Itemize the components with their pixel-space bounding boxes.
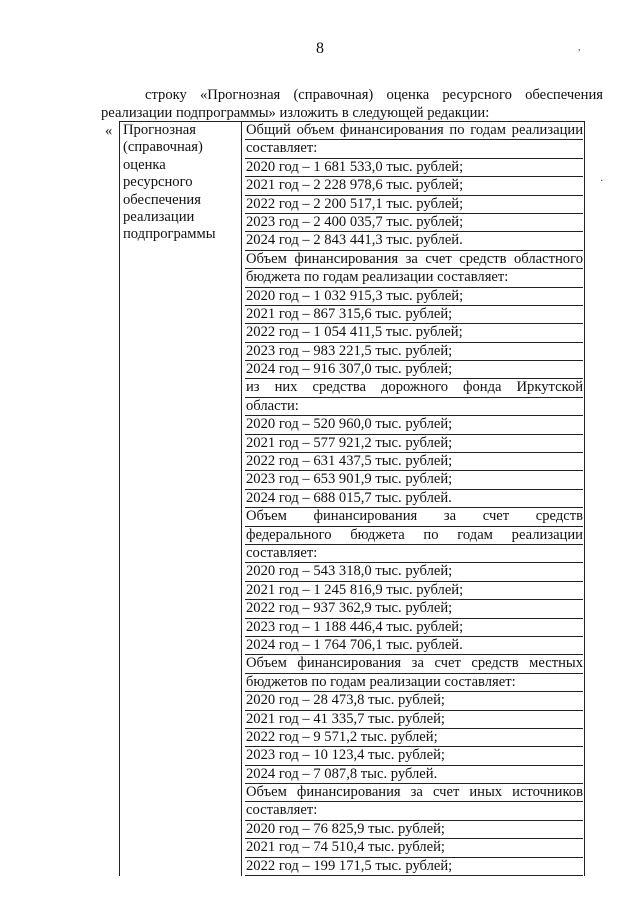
- page-number: 8: [316, 40, 324, 57]
- label-line: Прогнозная: [123, 122, 196, 138]
- content-line: 2023 год – 10 123,4 тыс. рублей;: [245, 747, 583, 765]
- content-line: Объем финансирования за счет средств местных: [245, 655, 583, 673]
- label-line: (справочная): [123, 139, 203, 156]
- content-line: 2022 год – 199 171,5 тыс. рублей;: [245, 858, 583, 876]
- content-line: 2022 год – 9 571,2 тыс. рублей;: [245, 729, 583, 747]
- passport-table: [119, 121, 585, 876]
- label-line: реализации: [123, 209, 195, 226]
- content-line: 2024 год – 2 843 441,3 тыс. рублей.: [245, 232, 583, 250]
- table-row: [120, 122, 585, 877]
- content-line: Объем финансирования за счет средств областного: [245, 251, 583, 269]
- intro-line-1: строку «Прогнозная (справочная) оценка ресурсного обеспечения: [145, 87, 603, 103]
- intro-line-2: реализации подпрограммы» изложить в следующей редакции:: [101, 105, 490, 121]
- content-line: 2022 год – 2 200 517,1 тыс. рублей;: [245, 196, 583, 214]
- content-line: 2020 год – 28 473,8 тыс. рублей;: [245, 692, 583, 710]
- content-line: 2020 год – 543 318,0 тыс. рублей;: [245, 563, 583, 581]
- opening-quote-mark: «: [105, 123, 113, 139]
- label-line: подпрограммы: [123, 226, 216, 243]
- content-cell: [242, 122, 585, 877]
- content-line: 2024 год – 688 015,7 тыс. рублей.: [245, 490, 583, 508]
- content-line: 2021 год – 1 245 816,9 тыс. рублей;: [245, 582, 583, 600]
- label-line: оценка: [123, 156, 166, 173]
- content-line: 2023 год – 1 188 446,4 тыс. рублей;: [245, 619, 583, 637]
- content-line: составляет:: [245, 140, 583, 158]
- content-line: 2020 год – 520 960,0 тыс. рублей;: [245, 416, 583, 434]
- content-line: 2020 год – 1 032 915,3 тыс. рублей;: [245, 288, 583, 306]
- content-line: 2024 год – 916 307,0 тыс. рублей;: [245, 361, 583, 379]
- content-line: федерального бюджета по годам реализации: [245, 527, 583, 545]
- content-line: 2021 год – 577 921,2 тыс. рублей;: [245, 435, 583, 453]
- content-line: составляет:: [245, 802, 583, 820]
- content-line: 2020 год – 1 681 533,0 тыс. рублей;: [245, 159, 583, 177]
- content-line: 2022 год – 1 054 411,5 тыс. рублей;: [245, 324, 583, 342]
- content-line: 2023 год – 653 901,9 тыс. рублей;: [245, 471, 583, 489]
- scan-mark-top-right: ,: [578, 42, 581, 53]
- content-line: 2024 год – 7 087,8 тыс. рублей.: [245, 766, 583, 784]
- content-line: Объем финансирования за счет иных источников: [245, 784, 583, 802]
- content-line: 2021 год – 74 510,4 тыс. рублей;: [245, 839, 583, 857]
- content-line: области:: [245, 398, 583, 416]
- label-line: ресурсного: [123, 174, 193, 191]
- label-line: обеспечения: [123, 191, 201, 208]
- content-line: 2021 год – 867 315,6 тыс. рублей;: [245, 306, 583, 324]
- content-line: 2024 год – 1 764 706,1 тыс. рублей.: [245, 637, 583, 655]
- label-cell: [120, 122, 242, 877]
- intro-paragraph: [101, 86, 603, 122]
- content-line: Объем финансирования за счет средств: [245, 508, 583, 526]
- content-line: 2020 год – 76 825,9 тыс. рублей;: [245, 821, 583, 839]
- content-line: 2022 год – 631 437,5 тыс. рублей;: [245, 453, 583, 471]
- content-line: 2022 год – 937 362,9 тыс. рублей;: [245, 600, 583, 618]
- content-line: составляет:: [245, 545, 583, 563]
- scan-mark-right: ·: [600, 176, 604, 187]
- content-line: 2021 год – 41 335,7 тыс. рублей;: [245, 711, 583, 729]
- content-line: бюджета по годам реализации составляет:: [245, 269, 583, 287]
- content-line: из них средства дорожного фонда Иркутской: [245, 379, 583, 397]
- content-line: Общий объем финансирования по годам реализации: [245, 122, 583, 140]
- content-line: 2021 год – 2 228 978,6 тыс. рублей;: [245, 177, 583, 195]
- content-line: 2023 год – 2 400 035,7 тыс. рублей;: [245, 214, 583, 232]
- content-line: 2023 год – 983 221,5 тыс. рублей;: [245, 343, 583, 361]
- content-line: бюджетов по годам реализации составляет:: [245, 674, 583, 692]
